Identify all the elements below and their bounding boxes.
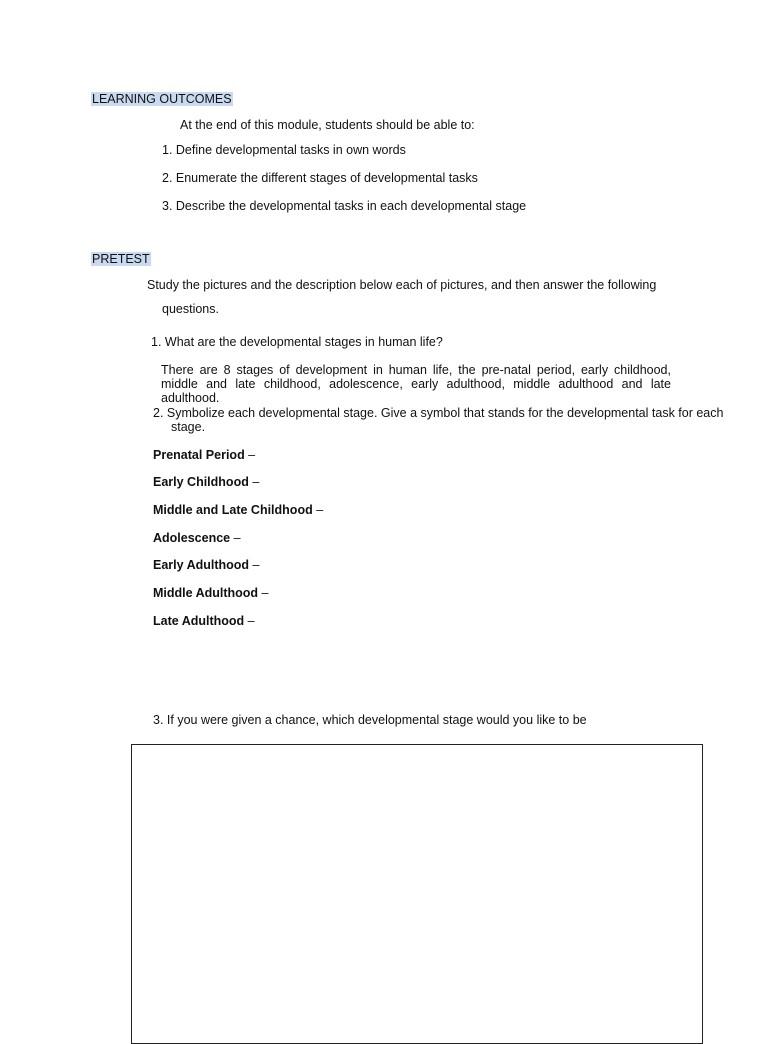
stage-dash: – xyxy=(244,448,256,462)
stage-dash: – xyxy=(248,475,260,489)
stage-dash: – xyxy=(230,531,241,545)
stage-name: Adolescence xyxy=(153,531,231,545)
stage-early-childhood xyxy=(153,474,259,490)
stage-dash: – xyxy=(249,558,260,572)
stage-early-adulthood xyxy=(153,557,260,573)
stage-name: Middle and Late Childhood xyxy=(153,503,313,517)
question-1: 1. What are the developmental stages in human life? xyxy=(151,335,443,349)
stage-late-adulthood xyxy=(153,613,255,629)
learning-outcome-item: 3. Describe the developmental tasks in each developmental stage xyxy=(162,199,527,213)
pretest-heading xyxy=(91,251,151,267)
stage-name: Early Adulthood xyxy=(153,558,250,572)
question-2-line1: 2. Symbolize each developmental stage. Give a symbol that stands for the developmental task for each xyxy=(153,406,724,420)
stage-dash: – xyxy=(258,586,269,600)
learning-outcome-item: 2. Enumerate the different stages of developmental tasks xyxy=(162,171,478,185)
learning-outcomes-intro: At the end of this module, students should be able to: xyxy=(180,118,475,132)
answer-1: There are 8 stages of development in human life, the pre-natal period, early childhood, middle and late childhood, adolescence, early adulthood, middle adulthood and late adulthood. xyxy=(161,363,671,405)
learning-outcomes-heading-text: LEARNING OUTCOMES xyxy=(92,92,232,106)
pretest-heading-text: PRETEST xyxy=(92,252,150,266)
stage-prenatal-period xyxy=(153,447,255,463)
stage-name: Middle Adulthood xyxy=(153,586,259,600)
question-2-line2: stage. xyxy=(171,420,206,434)
stage-dash: – xyxy=(312,503,324,517)
pretest-instruction-line1: Study the pictures and the description below each of pictures, and then answer the following xyxy=(147,278,657,292)
learning-outcome-item: 1. Define developmental tasks in own words xyxy=(162,143,406,157)
stage-name: Prenatal Period xyxy=(153,448,245,462)
stage-middle-late-childhood xyxy=(153,502,323,518)
stage-dash: – xyxy=(244,614,255,628)
stage-adolescence xyxy=(153,530,241,546)
stage-name: Early Childhood xyxy=(153,475,249,489)
stage-name: Late Adulthood xyxy=(153,614,245,628)
question-3: 3. If you were given a chance, which developmental stage would you like to be xyxy=(153,713,587,727)
stage-middle-adulthood xyxy=(153,585,269,601)
pretest-instruction-line2: questions. xyxy=(162,302,219,316)
learning-outcomes-heading xyxy=(91,91,233,107)
answer-box[interactable] xyxy=(131,744,703,1044)
